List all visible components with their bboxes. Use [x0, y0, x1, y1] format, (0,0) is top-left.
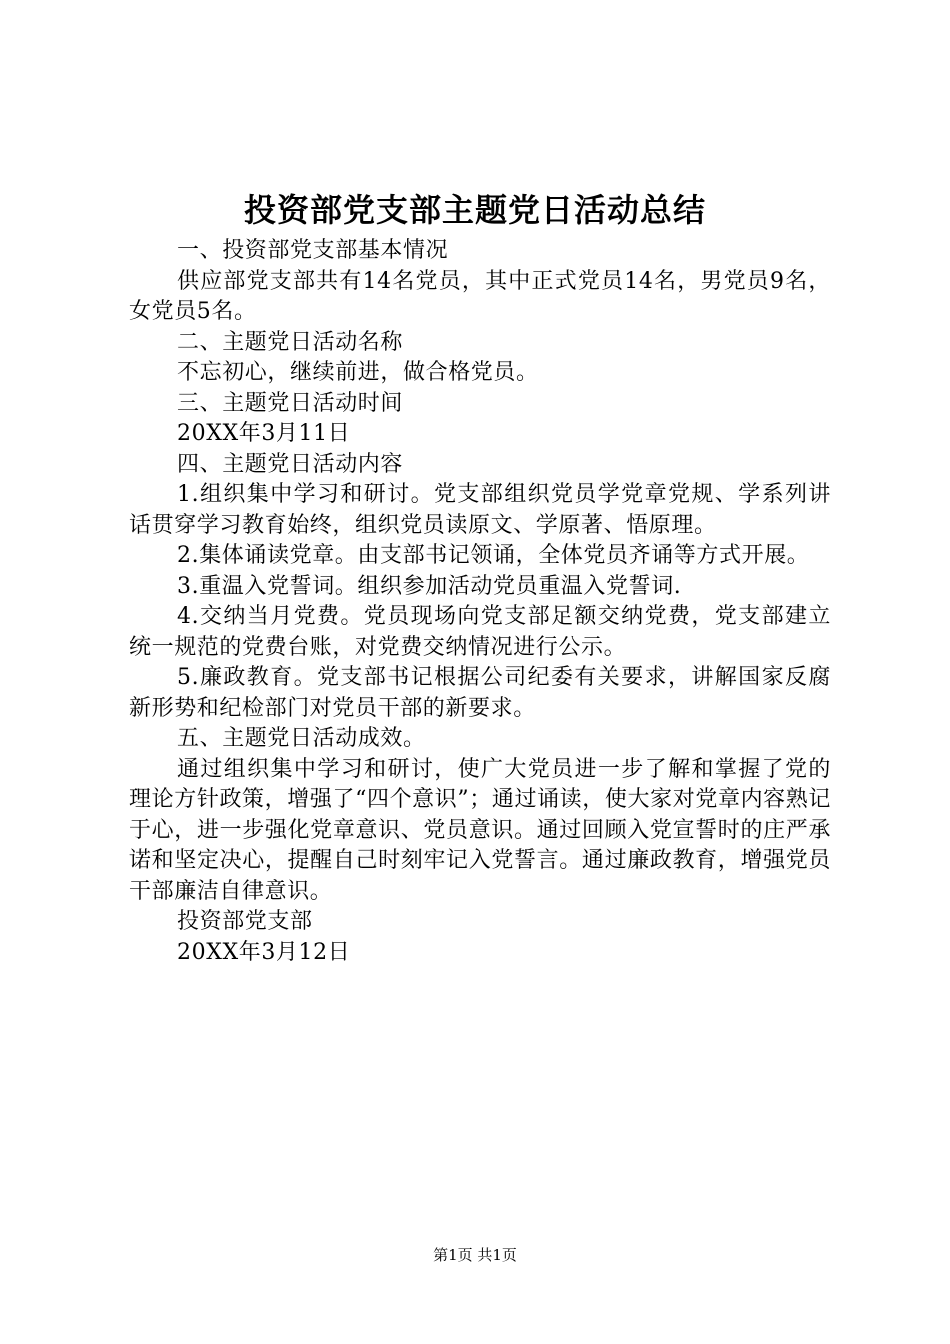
- section-heading-activity-results: 五、主题党日活动成效。: [177, 726, 426, 751]
- page-footer: 第1页 共1页: [433, 1246, 517, 1264]
- content-item-5: 5.廉政教育。党支部书记根据公司纪委有关要求，讲解国家反腐新形势和纪检部门对党员干部的新要求。: [129, 665, 831, 721]
- content-item-4: 4.交纳当月党费。党员现场向党支部足额交纳党费，党支部建立统一规范的党费台账，对党费交纳情况进行公示。: [129, 604, 831, 660]
- content-item-3: 3.重温入党誓词。组织参加活动党员重温入党誓词.: [177, 573, 682, 599]
- paragraph-basic-info: 供应部党支部共有14名党员，其中正式党员14名，男党员9名，女党员5名。: [129, 268, 831, 324]
- paragraph-activity-results: 通过组织集中学习和研讨，使广大党员进一步了解和掌握了党的理论方针政策，增强了“四个意识”；通过诵读，使大家对党章内容熟记于心，进一步强化党章意识、党员意识。通过回顾入党宣誓时的庄严承诺和坚定决心，提醒自己时刻牢记入党誓言。通过廉政教育，增强党员干部廉洁自律意识。: [129, 756, 831, 904]
- section-heading-activity-content: 四、主题党日活动内容: [177, 451, 404, 477]
- signature-organization: 投资部党支部: [177, 909, 313, 934]
- document-title: 投资部党支部主题党日活动总结: [243, 191, 706, 229]
- paragraph-activity-time: 20XX年3月11日: [177, 421, 351, 446]
- signature-date: 20XX年3月12日: [177, 939, 351, 965]
- section-heading-activity-name: 二、主题党日活动名称: [177, 329, 404, 355]
- document-body: [129, 236, 831, 968]
- section-heading-basic-info: 一、投资部党支部基本情况: [177, 238, 449, 263]
- content-item-1: 1.组织集中学习和研讨。党支部组织党员学党章党规、学系列讲话贯穿学习教育始终，组织党员读原文、学原著、悟原理。: [129, 482, 831, 538]
- content-item-2: 2.集体诵读党章。由支部书记领诵，全体党员齐诵等方式开展。: [177, 543, 810, 568]
- section-heading-activity-time: 三、主题党日活动时间: [177, 390, 404, 416]
- paragraph-activity-name: 不忘初心，继续前进，做合格党员。: [177, 360, 539, 385]
